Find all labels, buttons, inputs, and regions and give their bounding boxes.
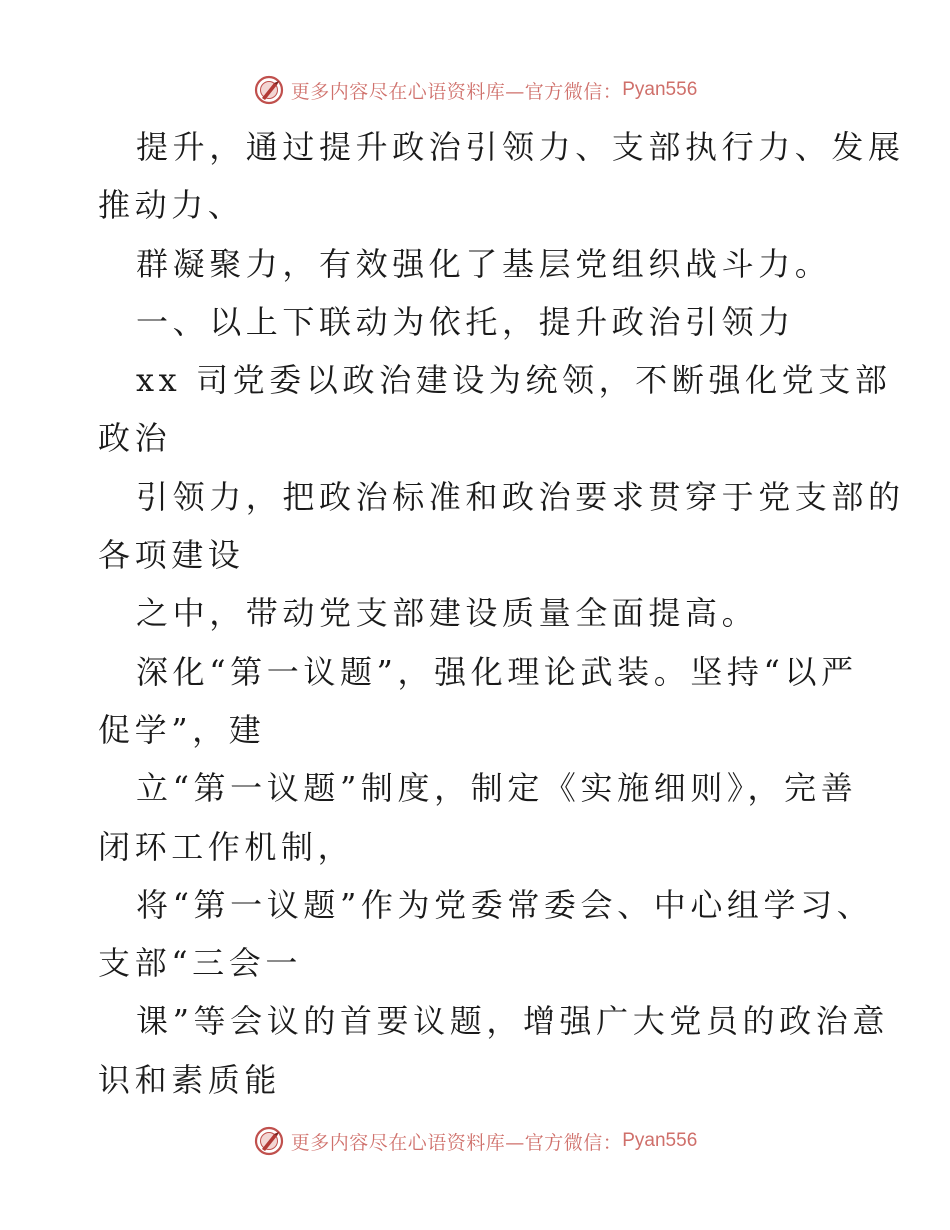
- watermark-text: 更多内容尽在心语资料库—官方微信：: [290, 80, 623, 103]
- body-line: 群凝聚力，有效强化了基层党组织战斗力。: [136, 244, 832, 283]
- footer-watermark: [0, 1121, 950, 1161]
- body-line: xx 司党委以政治建设为统领，不断强化党支部: [136, 361, 892, 400]
- header-watermark: [0, 70, 950, 110]
- pen-logo-icon: [253, 1125, 285, 1157]
- body-line: 提升，通过提升政治引领力、支部执行力、发展: [136, 128, 905, 166]
- watermark-wechat-id: Pyan556: [622, 79, 698, 100]
- body-line: 课”等会议的首要议题，增强广大党员的政治意: [136, 1002, 889, 1041]
- body-line: 推动力、: [98, 186, 245, 225]
- watermark-wechat-id: Pyan556: [622, 1130, 698, 1151]
- body-line: 识和素质能: [98, 1060, 282, 1099]
- pen-logo-icon: [253, 74, 285, 106]
- body-line: 引领力，把政治标准和政治要求贯穿于党支部的: [136, 477, 905, 516]
- watermark-text: 更多内容尽在心语资料库—官方微信：: [290, 1131, 623, 1154]
- body-line: 之中，带动党支部建设质量全面提高。: [136, 594, 759, 633]
- document-body: [98, 118, 905, 1109]
- body-line: 将“第一议题”作为党委常委会、中心组学习、: [136, 885, 874, 924]
- body-line: 促学”，建: [98, 710, 266, 749]
- body-line: 支部“三会一: [98, 944, 302, 983]
- body-line: 立“第一议题”制度，制定《实施细则》，完善: [136, 769, 858, 808]
- body-line: 深化“第一议题”，强化理论武装。坚持“以严: [136, 652, 858, 691]
- section-heading: 一、以上下联动为依托，提升政治引领力: [136, 302, 795, 341]
- body-line: 政治: [98, 419, 172, 458]
- body-line: 各项建设: [98, 536, 245, 575]
- body-line: 闭环工作机制，: [98, 827, 355, 866]
